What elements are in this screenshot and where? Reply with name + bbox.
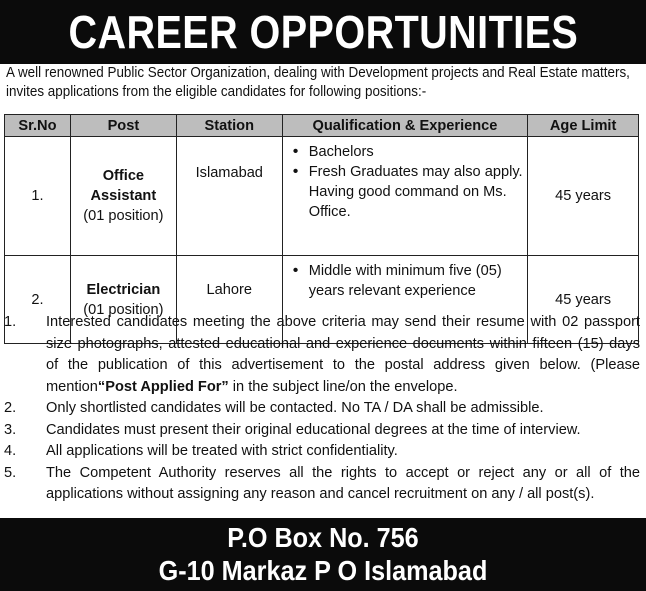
header-banner xyxy=(0,0,646,64)
post-positions: (01 position) xyxy=(83,301,164,318)
row-sr-no: 2. xyxy=(5,256,71,344)
note-number: 4. xyxy=(4,443,17,459)
list-item xyxy=(4,420,640,442)
notes-list xyxy=(4,312,640,506)
note-text: The Competent Authority reserves all the rights to accept or reject any or all of the applications without assigning any reason and cancel recruitment on any / all post(s). xyxy=(46,464,640,502)
postal-address: G-10 Markaz P O Islamabad xyxy=(158,555,488,586)
list-item xyxy=(4,398,640,420)
row-age-limit: 45 years xyxy=(528,256,639,344)
col-header-sr-no: Sr.No xyxy=(5,115,71,137)
intro-paragraph xyxy=(6,64,642,102)
note-number: 2. xyxy=(4,400,17,416)
note-text-bold: “Post Applied For” xyxy=(97,378,229,395)
list-item xyxy=(4,463,640,506)
note-number: 1. xyxy=(4,314,17,330)
qualification-item: • Fresh Graduates may also apply. Having good command on Ms. Office. xyxy=(309,162,523,222)
intro-line-1: A well renowned Public Sector Organization, dealing with Development projects and Real Estate matters, xyxy=(6,65,630,81)
note-text: All applications will be treated with strict confidentiality. xyxy=(46,443,398,459)
table-row xyxy=(5,137,639,256)
note-text: Only shortlisted candidates will be contacted. No TA / DA shall be admissible. xyxy=(46,400,544,416)
note-number: 5. xyxy=(4,464,17,481)
row-sr-no: 1. xyxy=(5,137,71,256)
col-header-qualification: Qualification & Experience xyxy=(282,115,527,137)
row-station: Islamabad xyxy=(176,137,282,256)
note-number: 3. xyxy=(4,421,17,438)
page-title: CAREER OPPORTUNITIES xyxy=(68,6,578,58)
col-header-station: Station xyxy=(176,115,282,137)
note-text-part: Interested candidates meeting the above criteria may send their resume with 02 passport size photographs, attested educational and experience documents within fifteen (15) days of the publication of this advertisement to the postal address given below. (Please mention xyxy=(46,314,640,395)
post-title-line-1: Office xyxy=(102,168,145,184)
post-positions: (01 position) xyxy=(83,208,164,224)
col-header-post: Post xyxy=(70,115,176,137)
note-text xyxy=(46,312,640,398)
row-station: Lahore xyxy=(176,256,282,344)
note-text-part: in the subject line/on the envelope. xyxy=(228,378,458,395)
footer-banner xyxy=(0,518,646,591)
list-item xyxy=(4,441,640,463)
row-post xyxy=(70,137,176,256)
table-header-row xyxy=(5,115,639,137)
row-qualification xyxy=(282,137,527,256)
row-age-limit: 45 years xyxy=(528,137,639,256)
list-item xyxy=(4,312,640,398)
postal-box: P.O Box No. 756 xyxy=(227,522,419,553)
post-title-line-2: Assistant xyxy=(90,188,157,204)
qualification-item: • Bachelors xyxy=(309,142,523,162)
positions-table xyxy=(4,114,639,344)
col-header-age-limit: Age Limit xyxy=(528,115,639,137)
post-title-line-1: Electrician xyxy=(86,281,161,298)
qualification-item: • Middle with minimum five (05) years relevant experience xyxy=(309,261,523,301)
intro-line-2: invites applications from the eligible candidates for following positions:- xyxy=(6,84,427,100)
note-text: Candidates must present their original educational degrees at the time of interview. xyxy=(46,421,581,438)
